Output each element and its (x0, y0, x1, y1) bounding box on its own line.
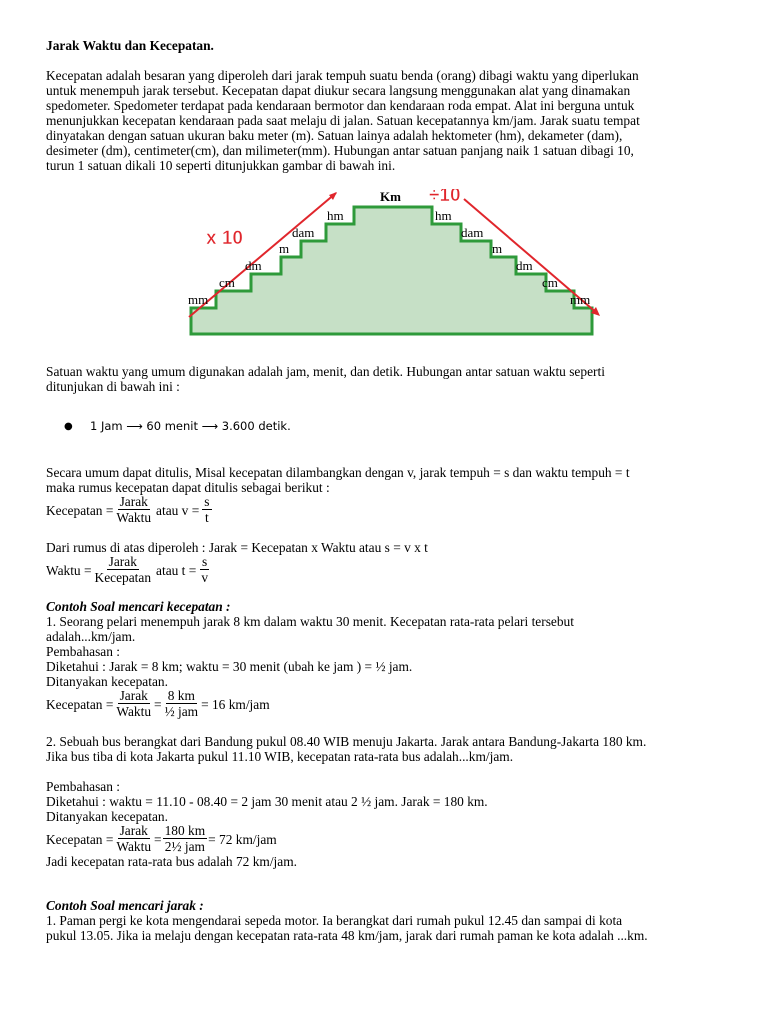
denominator: v (201, 570, 209, 585)
left-unit-m: m (279, 241, 290, 256)
intro-line: menunjukkan kecepatan kendaraan pada saat melaju di jalan. Satuan kecepatannya km/jam. Jarak suatu tempat (46, 113, 640, 128)
formula-lhs: Kecepatan = (46, 831, 114, 847)
fraction (199, 555, 210, 585)
formula-lhs: Kecepatan = (46, 696, 114, 712)
intro-line: dinyatakan dengan satuan ukuran baku meter (m). Satuan lainya adalah hektometer (hm), dekameter (dam), (46, 128, 623, 143)
example-line: Jika bus tiba di kota Jakarta pukul 11.10 WIB, kecepatan rata-rata bus adalah...km/jam. (46, 749, 514, 764)
unit-staircase-diagram (46, 189, 736, 364)
left-unit-dm: dm (245, 258, 262, 273)
formula-intro (46, 465, 736, 495)
right-unit-cm: cm (542, 275, 558, 290)
formula-lhs: Waktu = (46, 562, 92, 578)
denominator: t (205, 510, 209, 525)
fraction (114, 495, 153, 525)
numerator: Jarak (108, 554, 137, 569)
right-unit-m: m (492, 241, 503, 256)
example-1-calculation (46, 689, 736, 719)
left-unit-hm: hm (327, 208, 344, 223)
example-line: 1. Paman pergi ke kota mengendarai sepeda motor. Ia berangkat dari rumah pukul 12.45 dan sampai di kota (46, 913, 623, 928)
formula-result: = 72 km/jam (208, 831, 277, 847)
formula-or: atau t = (156, 562, 197, 578)
numerator: s (204, 494, 210, 509)
denominator: 2½ jam (164, 839, 205, 854)
divide-label: ÷10 (429, 189, 461, 206)
derived-formula-text: Dari rumus di atas diperoleh : Jarak = Kecepatan x Waktu atau s = v x t (46, 540, 428, 555)
time-formula (46, 555, 736, 585)
speed-examples-heading: Contoh Soal mencari kecepatan : (46, 599, 231, 614)
denominator: Waktu (116, 839, 152, 854)
document-title: Jarak Waktu dan Kecepatan. (46, 38, 214, 53)
numerator: Jarak (119, 823, 148, 838)
time-conversion-text: 1 Jam ⟶ 60 menit ⟶ 3.600 detik. (90, 418, 291, 433)
fraction (114, 824, 153, 854)
time-units-paragraph (46, 364, 736, 394)
example-line: Ditanyakan kecepatan. (46, 674, 168, 689)
equals-sign: = (154, 696, 162, 712)
equals-sign: = (154, 831, 162, 847)
numerator: 8 km (167, 688, 195, 703)
right-unit-hm: hm (435, 208, 452, 223)
formula-result: = 16 km/jam (201, 696, 270, 712)
fraction (93, 555, 154, 585)
unit-km-label: Km (380, 189, 401, 204)
intro-line: turun 1 satuan dikali 10 seperti ditunjukkan gambar di bawah ini. (46, 158, 396, 173)
formula-intro-line: Secara umum dapat ditulis, Misal kecepatan dilambangkan dengan v, jarak tempuh = s dan waktu tempuh = t (46, 465, 630, 480)
example-line: adalah...km/jam. (46, 629, 136, 644)
right-unit-dm: dm (516, 258, 533, 273)
intro-line: untuk menempuh jarak tersebut. Kecepatan dapat diukur secara langsung menggunakan alat yang dinamakan (46, 83, 631, 98)
example-2-solution (46, 779, 736, 824)
numerator: Jarak (119, 688, 148, 703)
intro-line: Kecepatan adalah besaran yang diperoleh dari jarak tempuh suatu benda (orang) dibagi waktu yang diperlukan (46, 68, 639, 83)
denominator: ½ jam (164, 704, 199, 719)
example-line: 2. Sebuah bus berangkat dari Bandung pukul 08.40 WIB menuju Jakarta. Jarak antara Bandung-Jakarta 180 km. (46, 734, 647, 749)
right-unit-dam: dam (461, 225, 484, 240)
speed-formula (46, 495, 736, 525)
formula-intro-line: maka rumus kecepatan dapat ditulis sebagai berikut : (46, 480, 330, 495)
fraction (163, 824, 208, 854)
numerator: s (202, 554, 208, 569)
left-unit-dam: dam (292, 225, 315, 240)
example-2-calculation (46, 824, 736, 854)
document-page (46, 38, 736, 943)
time-intro-line: Satuan waktu yang umum digunakan adalah jam, menit, dan detik. Hubungan antar satuan waktu seperti (46, 364, 605, 379)
staircase-svg (46, 189, 736, 364)
example-line: Pembahasan : (46, 644, 121, 659)
fraction (163, 689, 200, 719)
example-1 (46, 614, 736, 689)
intro-line: desimeter (dm), centimeter(cm), dan milimeter(mm). Hubungan antar satuan panjang naik 1 satuan dibagi 10, (46, 143, 634, 158)
example-line: pukul 13.05. Jika ia melaju dengan kecepatan rata-rata 48 km/jam, jarak dari rumah paman ke kota adalah ...km. (46, 928, 648, 943)
time-conversion-bullet (64, 417, 736, 435)
example-line: Diketahui : waktu = 11.10 - 08.40 = 2 jam 30 menit atau 2 ½ jam. Jarak = 180 km. (46, 794, 488, 809)
example-line: Ditanyakan kecepatan. (46, 809, 168, 824)
example-line: Diketahui : Jarak = 8 km; waktu = 30 menit (ubah ke jam ) = ½ jam. (46, 659, 413, 674)
example-3 (46, 913, 736, 943)
denominator: Waktu (116, 510, 152, 525)
example-2 (46, 734, 736, 764)
left-unit-cm: cm (219, 275, 235, 290)
fraction (202, 495, 211, 525)
denominator: Kecepatan (94, 570, 152, 585)
denominator: Waktu (116, 704, 152, 719)
example-line: 1. Seorang pelari menempuh jarak 8 km dalam waktu 30 menit. Kecepatan rata-rata pelari tersebut (46, 614, 574, 629)
numerator: Jarak (119, 494, 148, 509)
left-unit-mm: mm (188, 292, 209, 307)
right-unit-mm: mm (570, 292, 591, 307)
formula-lhs: Kecepatan = (46, 502, 114, 518)
formula-or: atau v = (156, 502, 200, 518)
example-2-conclusion: Jadi kecepatan rata-rata bus adalah 72 km/jam. (46, 854, 297, 869)
fraction (114, 689, 153, 719)
numerator: 180 km (164, 823, 206, 838)
distance-examples-heading: Contoh Soal mencari jarak : (46, 898, 204, 913)
time-intro-line: ditunjukan di bawah ini : (46, 379, 180, 394)
example-line: Pembahasan : (46, 779, 121, 794)
bullet-icon: ● (64, 420, 73, 432)
intro-line: spedometer. Spedometer terdapat pada kendaraan bermotor dan kendaraan roda empat. Alat ini berguna untuk (46, 98, 635, 113)
multiply-label: x 10 (206, 228, 243, 249)
intro-paragraph (46, 68, 736, 173)
